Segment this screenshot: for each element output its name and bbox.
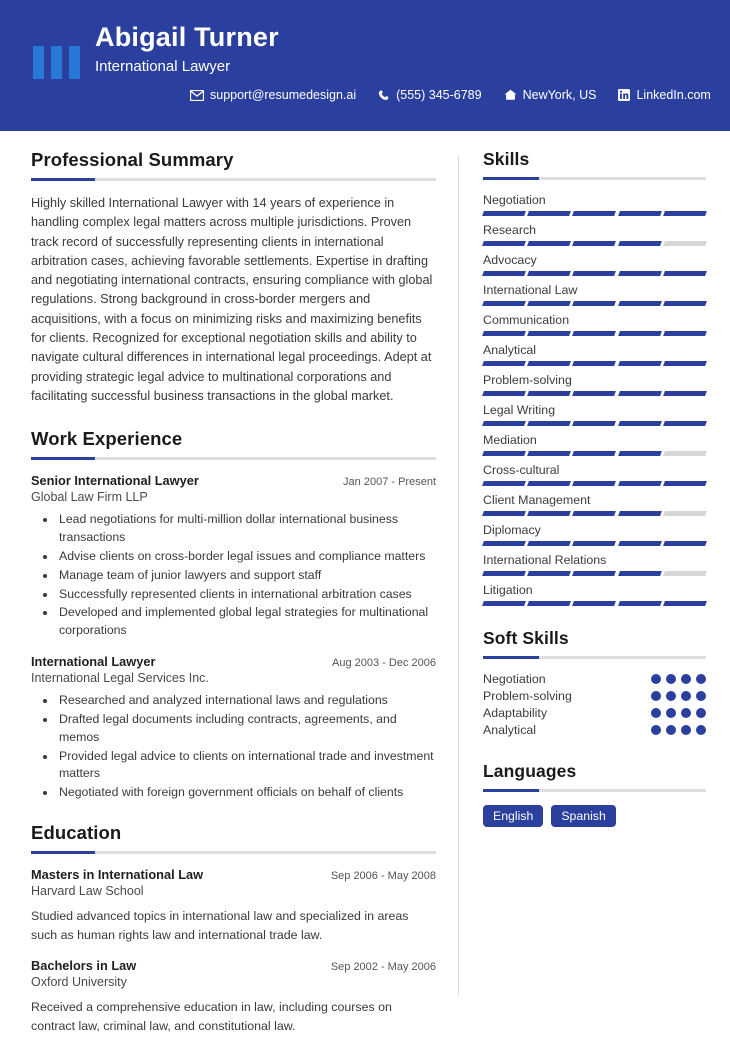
section-accent-line — [483, 656, 706, 659]
soft-skill-rating — [651, 725, 706, 735]
section-title-professional-summary: Professional Summary — [31, 149, 234, 170]
skill-segment-filled — [618, 571, 662, 576]
skill-segment-filled — [618, 451, 662, 456]
skill-level-bar — [483, 541, 706, 546]
skill-name: Client Management — [483, 493, 591, 507]
experience-organization: Global Law Firm LLP — [31, 490, 148, 505]
skill-segment-filled — [482, 601, 526, 606]
skill-segment-filled — [663, 601, 707, 606]
skill-segment-filled — [572, 451, 616, 456]
contact-email[interactable] — [190, 88, 356, 102]
skill-segment-filled — [618, 331, 662, 336]
rating-dot-filled — [681, 674, 691, 684]
skill-segment-filled — [527, 421, 571, 426]
education-entry-head — [31, 867, 436, 882]
education-description: Studied advanced topics in international law and specialized in areas such as human rights law and international trade law. — [31, 909, 409, 942]
logo-bar-2 — [51, 46, 62, 79]
skill-segment-filled — [482, 451, 526, 456]
skill-row — [483, 373, 706, 396]
skill-segment-filled — [482, 481, 526, 486]
skill-level-bar — [483, 301, 706, 306]
skill-segment-filled — [663, 271, 707, 276]
skill-segment-filled — [482, 331, 526, 336]
section-accent-line — [483, 177, 706, 180]
section-professional-summary — [31, 149, 436, 406]
experience-bullet: • Manage team of junior lawyers and support staff — [57, 567, 436, 585]
experience-bullet: • Negotiated with foreign government officials on behalf of clients — [57, 784, 436, 802]
email-icon — [190, 90, 204, 101]
experience-bullet: • Successfully represented clients in international arbitration cases — [57, 586, 436, 604]
experience-date: Aug 2003 - Dec 2006 — [332, 657, 436, 670]
soft-skill-rating — [651, 691, 706, 701]
candidate-name: Abigail Turner — [95, 22, 279, 52]
skill-row — [483, 403, 706, 426]
experience-bullets — [31, 511, 436, 640]
skill-segment-filled — [618, 271, 662, 276]
skill-segment-filled — [482, 391, 526, 396]
skill-segment-filled — [482, 541, 526, 546]
skill-segment-filled — [527, 481, 571, 486]
section-title-work-experience: Work Experience — [31, 428, 183, 450]
section-accent-line — [31, 178, 436, 181]
skill-row — [483, 493, 706, 516]
skill-segment-empty — [663, 241, 707, 246]
skill-segment-filled — [663, 331, 707, 336]
skill-row — [483, 463, 706, 486]
skill-segment-empty — [663, 571, 707, 576]
professional-summary-text: Highly skilled International Lawyer with 14 years of experience in handling complex legal matters across multiple jurisdictions. Proven track record of successfully representing clients in international arbitration cases, achieving favorable settlements. Expertise in drafting and negotiating international contracts, ensuring compliance with global regulations. Strong background in cross-border mergers and acquisitions, with a focus on minimizing risks and maximizing benefits for clients. Recognized for exceptional negotiation skills and ability to navigate cultural differences in international legal proceedings. Adept at providing strategic legal advice to multinational corporations and facilitating successful business transactions in the global market. — [31, 196, 433, 403]
right-column — [459, 149, 730, 1055]
section-accent-line — [31, 851, 436, 854]
section-education — [31, 822, 436, 1035]
contact-location-text: NewYork, US — [522, 88, 597, 102]
experience-entry — [31, 654, 436, 802]
skill-segment-filled — [527, 271, 571, 276]
home-icon — [504, 89, 517, 101]
skill-segment-filled — [572, 241, 616, 246]
rating-dot-filled — [651, 691, 661, 701]
soft-skill-name: Negotiation — [483, 672, 546, 686]
skill-level-bar — [483, 271, 706, 276]
experience-bullet: • Researched and analyzed international laws and regulations — [57, 692, 436, 710]
resume-header — [0, 0, 730, 131]
skill-name: Communication — [483, 313, 570, 327]
skill-segment-filled — [572, 331, 616, 336]
skill-segment-filled — [663, 361, 707, 366]
skill-level-bar — [483, 571, 706, 576]
rating-dot-filled — [696, 725, 706, 735]
section-soft-skills — [483, 628, 706, 737]
skill-segment-filled — [572, 541, 616, 546]
resume-body — [0, 131, 730, 1055]
skill-segment-filled — [572, 361, 616, 366]
candidate-job-title: International Lawyer — [95, 58, 231, 76]
soft-skill-name: Adaptability — [483, 706, 548, 720]
skill-level-bar — [483, 511, 706, 516]
skill-segment-filled — [527, 211, 571, 216]
skill-segment-filled — [482, 271, 526, 276]
skill-segment-filled — [482, 301, 526, 306]
skill-segment-filled — [572, 391, 616, 396]
skill-segment-filled — [527, 241, 571, 246]
skill-segment-filled — [527, 541, 571, 546]
logo-bar-3 — [69, 46, 80, 79]
skill-name: International Law — [483, 283, 578, 297]
skill-segment-filled — [482, 361, 526, 366]
soft-skill-row — [483, 706, 706, 720]
experience-entry — [31, 473, 436, 640]
header-identity — [95, 22, 279, 76]
left-column — [0, 149, 458, 1055]
rating-dot-filled — [666, 708, 676, 718]
section-title-skills: Skills — [483, 149, 530, 169]
skill-segment-filled — [527, 301, 571, 306]
soft-skill-row — [483, 672, 706, 686]
skill-segment-filled — [618, 511, 662, 516]
soft-skills-list — [483, 672, 706, 737]
skill-row — [483, 553, 706, 576]
skill-name: Litigation — [483, 583, 533, 597]
education-school: Harvard Law School — [31, 884, 144, 899]
experience-bullet: • Lead negotiations for multi-million dollar international business transactions — [57, 511, 436, 547]
skill-segment-filled — [618, 361, 662, 366]
rating-dot-filled — [666, 674, 676, 684]
skill-name: International Relations — [483, 553, 607, 567]
skill-row — [483, 313, 706, 336]
skill-segment-filled — [572, 571, 616, 576]
skill-segment-filled — [572, 601, 616, 606]
rating-dot-filled — [681, 725, 691, 735]
experience-role: International Lawyer — [31, 654, 156, 670]
section-accent-line — [483, 789, 706, 792]
skill-segment-filled — [618, 211, 662, 216]
skill-name: Negotiation — [483, 193, 546, 207]
experience-entry-head — [31, 473, 436, 488]
section-languages — [483, 761, 706, 827]
soft-skill-row — [483, 689, 706, 703]
skill-segment-filled — [527, 601, 571, 606]
skill-row — [483, 253, 706, 276]
skill-segment-filled — [572, 481, 616, 486]
education-entry — [31, 867, 436, 944]
skill-segment-filled — [482, 571, 526, 576]
skill-segment-filled — [527, 571, 571, 576]
soft-skill-name: Analytical — [483, 723, 537, 737]
section-work-experience — [31, 428, 436, 802]
skill-name: Cross-cultural — [483, 463, 560, 477]
logo-bar-1 — [33, 46, 44, 79]
rating-dot-filled — [696, 674, 706, 684]
experience-entry-head — [31, 654, 436, 669]
linkedin-icon — [618, 89, 630, 101]
phone-icon — [378, 89, 390, 102]
skills-list — [483, 193, 706, 606]
section-title-soft-skills: Soft Skills — [483, 628, 569, 648]
skill-segment-empty — [663, 511, 707, 516]
skill-segment-filled — [663, 421, 707, 426]
skill-name: Mediation — [483, 433, 537, 447]
skill-segment-filled — [482, 511, 526, 516]
skill-segment-filled — [482, 241, 526, 246]
contact-email-text: support@resumedesign.ai — [210, 88, 357, 102]
experience-bullet: • Advise clients on cross-border legal issues and compliance matters — [57, 548, 436, 566]
skill-name: Diplomacy — [483, 523, 541, 537]
soft-skill-name: Problem-solving — [483, 689, 572, 703]
skill-segment-filled — [663, 301, 707, 306]
section-accent-line — [31, 457, 436, 460]
rating-dot-filled — [696, 708, 706, 718]
contact-linkedin-text: LinkedIn.com — [636, 88, 711, 102]
skill-row — [483, 283, 706, 306]
experience-bullet: • Developed and implemented global legal strategies for multinational corporations — [57, 604, 436, 640]
skill-segment-filled — [527, 511, 571, 516]
skill-segment-filled — [527, 331, 571, 336]
rating-dot-filled — [696, 691, 706, 701]
skill-name: Problem-solving — [483, 373, 572, 387]
skill-segment-filled — [618, 421, 662, 426]
rating-dot-filled — [681, 708, 691, 718]
skill-segment-filled — [527, 451, 571, 456]
skill-level-bar — [483, 211, 706, 216]
skill-segment-filled — [572, 271, 616, 276]
skill-level-bar — [483, 391, 706, 396]
skill-level-bar — [483, 451, 706, 456]
skill-row — [483, 343, 706, 366]
skill-segment-empty — [663, 451, 707, 456]
skill-segment-filled — [482, 421, 526, 426]
experience-bullet: • Drafted legal documents including contracts, agreements, and memos — [57, 711, 436, 747]
education-degree: Bachelors in Law — [31, 958, 137, 974]
skill-segment-filled — [618, 391, 662, 396]
education-school: Oxford University — [31, 975, 127, 990]
contact-phone-text: (555) 345-6789 — [396, 88, 482, 102]
skill-row — [483, 433, 706, 456]
skill-segment-filled — [618, 241, 662, 246]
rating-dot-filled — [666, 691, 676, 701]
education-degree: Masters in International Law — [31, 867, 204, 883]
skill-segment-filled — [527, 361, 571, 366]
contact-row — [190, 88, 711, 102]
language-chip[interactable]: English — [483, 805, 543, 827]
skill-segment-filled — [663, 211, 707, 216]
skill-name: Legal Writing — [483, 403, 556, 417]
skill-level-bar — [483, 241, 706, 246]
rating-dot-filled — [651, 725, 661, 735]
skill-level-bar — [483, 481, 706, 486]
soft-skill-row — [483, 723, 706, 737]
experience-bullet: • Provided legal advice to clients on international trade and investment matters — [57, 748, 436, 784]
section-title-languages: Languages — [483, 761, 577, 781]
skill-level-bar — [483, 601, 706, 606]
skill-row — [483, 523, 706, 546]
contact-linkedin[interactable] — [618, 88, 710, 102]
skill-row — [483, 223, 706, 246]
skill-segment-filled — [618, 301, 662, 306]
experience-role: Senior International Lawyer — [31, 473, 199, 489]
skill-segment-filled — [618, 601, 662, 606]
skill-segment-filled — [663, 391, 707, 396]
skill-name: Analytical — [483, 343, 537, 357]
skill-segment-filled — [572, 511, 616, 516]
skill-segment-filled — [618, 481, 662, 486]
skill-row — [483, 583, 706, 606]
contact-location[interactable] — [504, 88, 597, 102]
rating-dot-filled — [651, 674, 661, 684]
skill-segment-filled — [663, 541, 707, 546]
skill-level-bar — [483, 331, 706, 336]
skill-segment-filled — [663, 481, 707, 486]
three-bars-logo — [33, 46, 80, 79]
language-chips — [483, 805, 706, 827]
experience-organization: International Legal Services Inc. — [31, 671, 209, 686]
skill-segment-filled — [482, 211, 526, 216]
education-entry-head — [31, 958, 436, 973]
soft-skill-rating — [651, 674, 706, 684]
education-date: Sep 2006 - May 2008 — [330, 870, 436, 883]
section-skills — [483, 149, 706, 606]
education-date: Sep 2002 - May 2006 — [330, 961, 436, 974]
skill-row — [483, 193, 706, 216]
skill-level-bar — [483, 421, 706, 426]
skill-segment-filled — [572, 211, 616, 216]
rating-dot-filled — [681, 691, 691, 701]
skill-segment-filled — [618, 541, 662, 546]
skill-segment-filled — [527, 391, 571, 396]
soft-skill-rating — [651, 708, 706, 718]
education-description: Received a comprehensive education in law, including courses on contract law, criminal law, and constitutional law. — [31, 1000, 392, 1033]
rating-dot-filled — [666, 725, 676, 735]
language-chip[interactable]: Spanish — [551, 805, 615, 827]
contact-phone[interactable] — [378, 88, 481, 102]
skill-name: Research — [483, 223, 537, 237]
section-title-education: Education — [31, 822, 122, 844]
rating-dot-filled — [651, 708, 661, 718]
experience-bullets — [31, 692, 436, 802]
skill-level-bar — [483, 361, 706, 366]
skill-segment-filled — [572, 301, 616, 306]
skill-name: Advocacy — [483, 253, 537, 267]
skill-segment-filled — [572, 421, 616, 426]
experience-date: Jan 2007 - Present — [343, 476, 436, 489]
